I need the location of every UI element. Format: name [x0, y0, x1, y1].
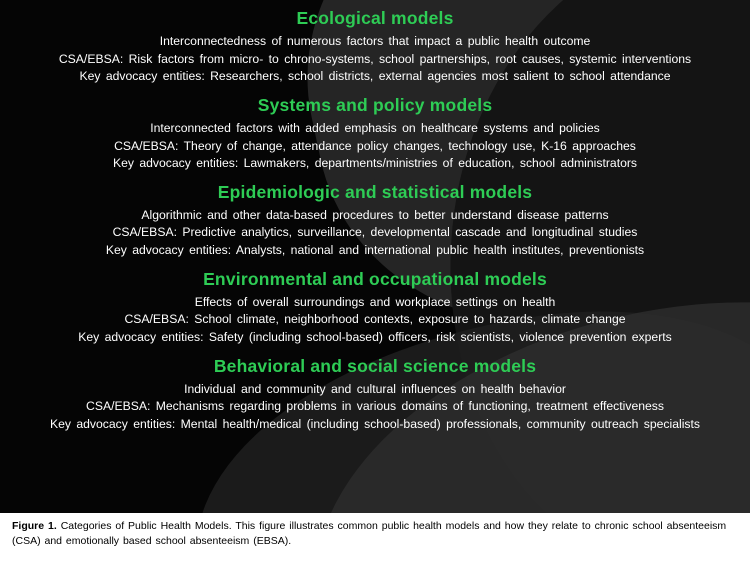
model-block-systems-policy — [6, 95, 744, 173]
model-block-csa-ebsa: CSA/EBSA: Theory of change, attendance policy changes, technology use, K-16 approaches — [114, 138, 636, 153]
model-block-title: Systems and policy models — [257, 94, 493, 115]
model-block-advocacy-entities: Key advocacy entities: Mental health/medical (including school-based) professionals, community outreach specialists — [49, 417, 700, 431]
model-block-behavioral-social-science — [6, 356, 744, 434]
model-block-csa-ebsa: CSA/EBSA: Risk factors from micro- to chrono-systems, school partnerships, root causes, systemic interventions — [58, 51, 692, 66]
model-block-title: Ecological models — [296, 8, 454, 28]
figure-caption-label: Figure 1 — [12, 520, 54, 532]
model-block-description: Effects of overall surroundings and workplace settings on health — [194, 294, 556, 309]
figure-caption — [0, 513, 750, 563]
model-block-epidemiologic-statistical — [6, 182, 744, 260]
model-block-ecological — [6, 8, 744, 86]
figure-caption-description: This figure illustrates common public health models and how they relate to chronic school absenteeism (CSA) and emotionally based school absenteeism (EBSA). — [12, 520, 727, 547]
model-block-advocacy-entities: Key advocacy entities: Lawmakers, departments/ministries of education, school administrators — [112, 156, 638, 171]
model-block-advocacy-entities: Key advocacy entities: Researchers, school districts, external agencies most salient to school attendance — [79, 69, 671, 84]
model-block-title: Epidemiologic and statistical models — [217, 181, 533, 202]
model-block-csa-ebsa: CSA/EBSA: Mechanisms regarding problems in various domains of functioning, treatment effectiveness — [86, 399, 664, 414]
figure-caption-separator: . — [53, 520, 57, 532]
model-block-title: Environmental and occupational models — [203, 268, 547, 289]
model-block-environmental-occupational — [6, 269, 744, 347]
model-block-description: Interconnectedness of numerous factors that impact a public health outcome — [159, 33, 591, 48]
model-block-csa-ebsa: CSA/EBSA: School climate, neighborhood contexts, exposure to hazards, climate change — [124, 312, 626, 327]
figure-caption-title: Categories of Public Health Models. — [60, 520, 232, 532]
model-block-advocacy-entities: Key advocacy entities: Safety (including school-based) officers, risk scientists, violence prevention experts — [78, 330, 672, 345]
model-block-description: Algorithmic and other data-based procedures to better understand disease patterns — [141, 207, 609, 222]
model-block-advocacy-entities: Key advocacy entities: Analysts, national and international public health institutes, preventionists — [105, 243, 645, 258]
model-block-description: Individual and community and cultural influences on health behavior — [184, 381, 566, 396]
model-block-description: Interconnected factors with added emphasis on healthcare systems and policies — [150, 120, 600, 135]
model-block-title: Behavioral and social science models — [213, 355, 537, 376]
model-block-csa-ebsa: CSA/EBSA: Predictive analytics, surveillance, developmental cascade and longitudinal studies — [112, 225, 638, 240]
